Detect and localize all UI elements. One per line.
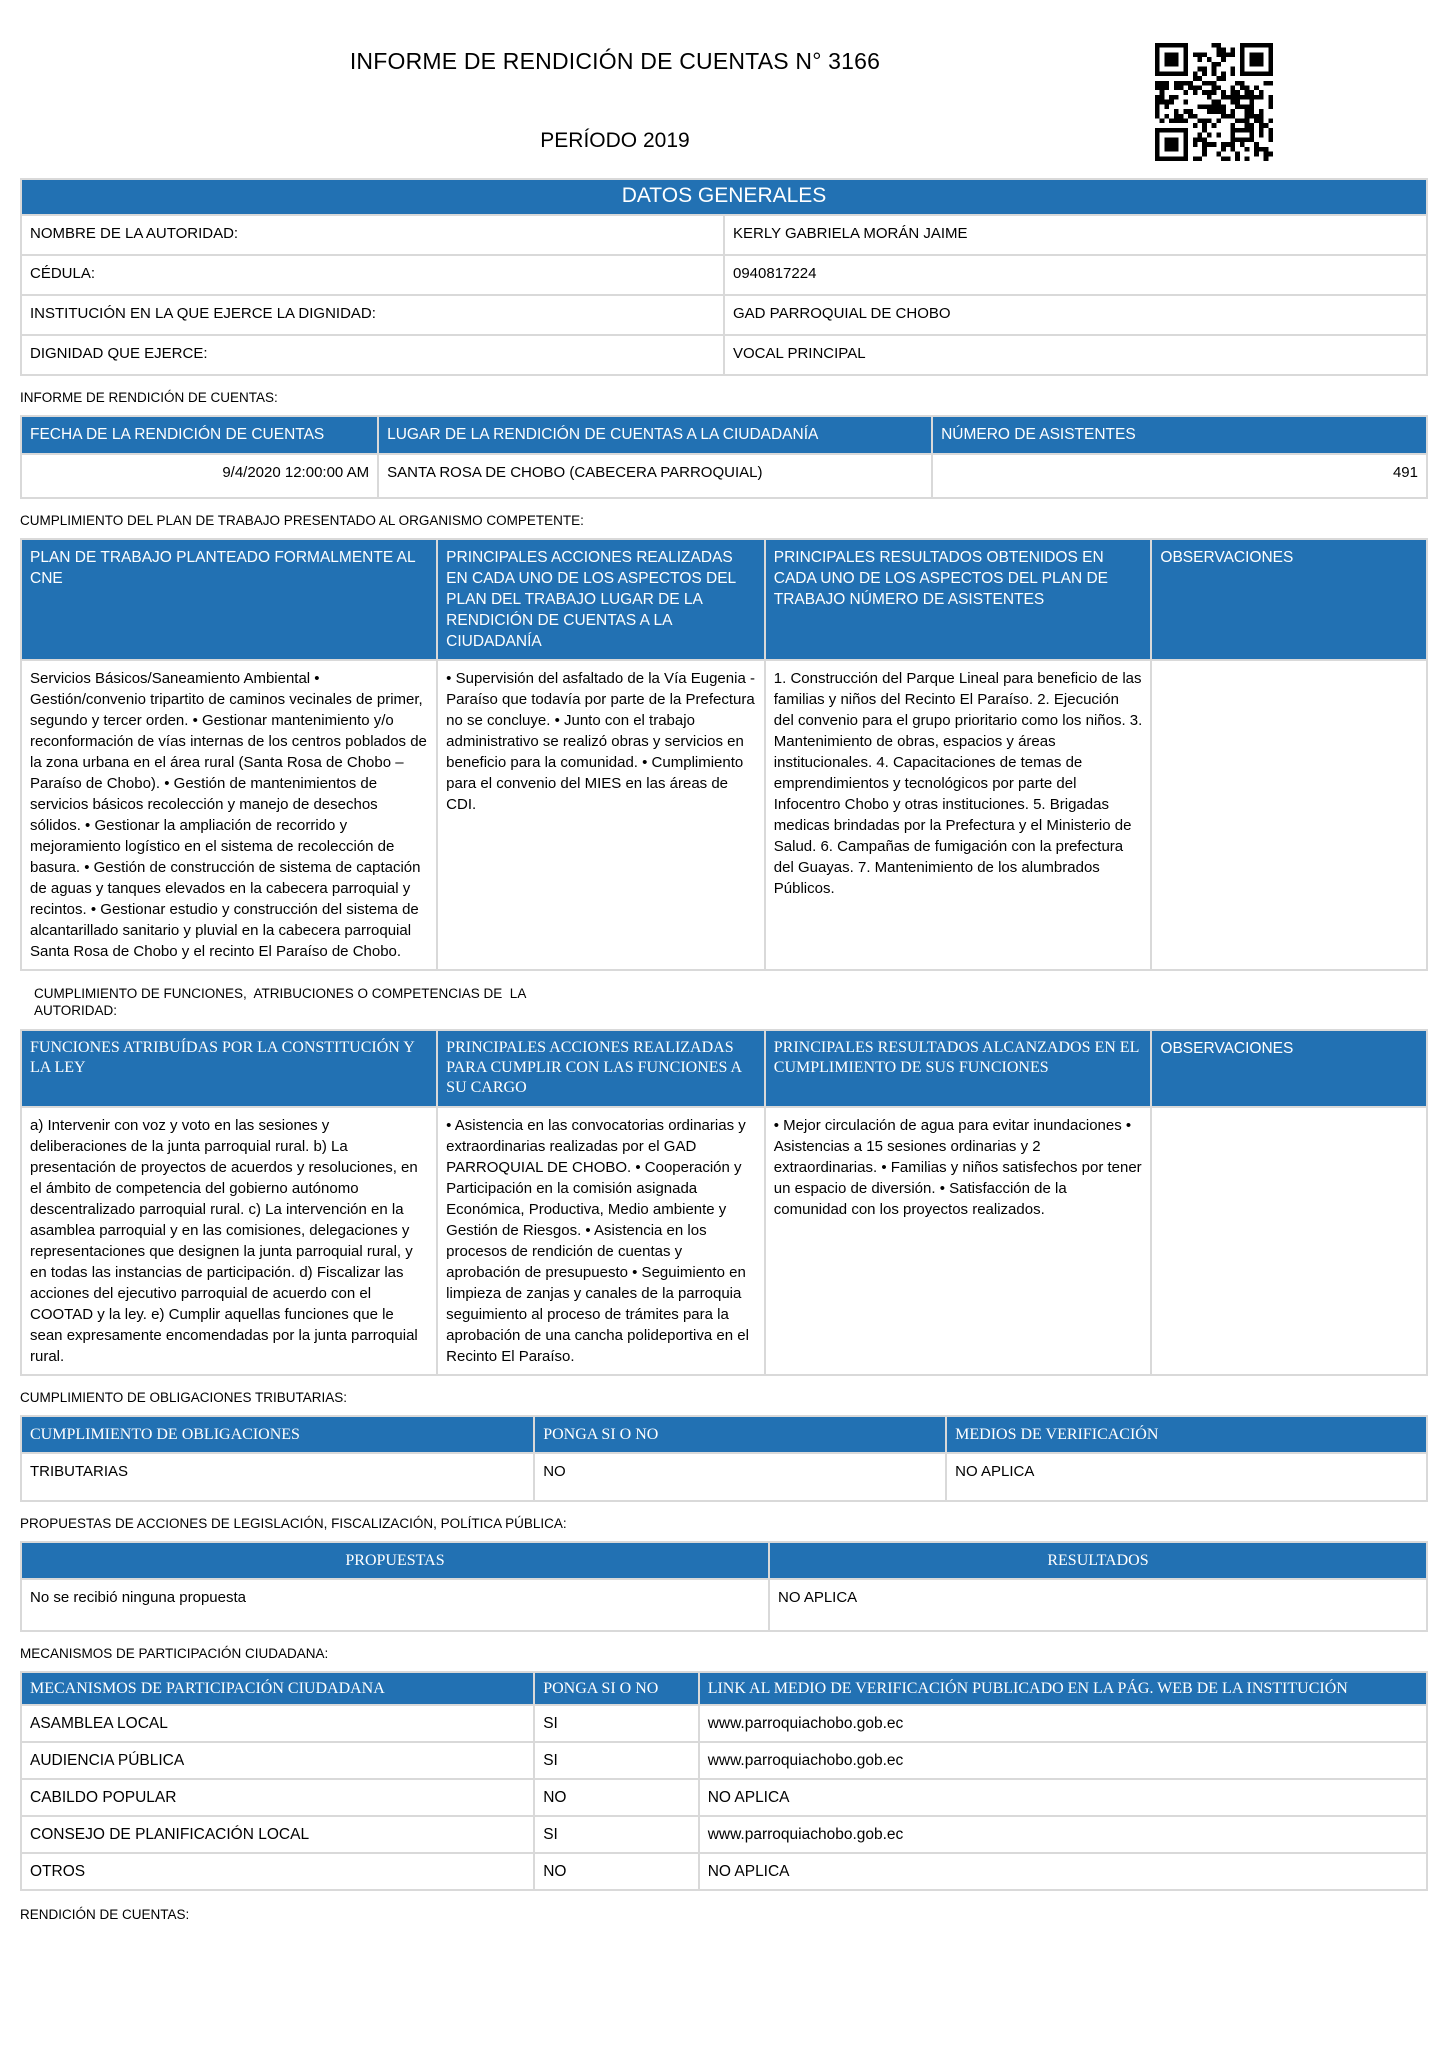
mecanismo-cell: CONSEJO DE PLANIFICACIÓN LOCAL (21, 1816, 534, 1853)
section-label-informe: INFORME DE RENDICIÓN DE CUENTAS: (20, 390, 278, 405)
mecanismo-cell: ASAMBLEA LOCAL (21, 1705, 534, 1742)
table-row (21, 1853, 1427, 1890)
column-header: PRINCIPALES ACCIONES REALIZADAS PARA CUMPLIR CON LAS FUNCIONES A SU CARGO (437, 1030, 765, 1107)
valor-cell: SI (534, 1816, 699, 1853)
field-label: INSTITUCIÓN EN LA QUE EJERCE LA DIGNIDAD: (21, 295, 724, 335)
table-row (21, 1816, 1427, 1853)
propuestas-table (20, 1541, 1428, 1632)
section-label-rendicion: RENDICIÓN DE CUENTAS: (20, 1907, 190, 1922)
valor-cell: SI (534, 1705, 699, 1742)
field-value: KERLY GABRIELA MORÁN JAIME (724, 215, 1427, 255)
funciones-cell: a) Intervenir con voz y voto en las sesiones y deliberaciones de la junta parroquial rural. b) La presentación de proyectos de acuerdos y resoluciones, en el ámbito de competencia del gobierno autónomo descentralizado parroquial rural. c) La intervención en la asamblea parroquial y en las comisiones, delegaciones y representaciones que designen la junta parroquial rural, y en todas las instancias de participación. d) Fiscalizar las acciones del ejecutivo parroquial de acuerdo con el COOTAD y la ley. e) Cumplir aquellas funciones que le sean expresamente encomendadas por la junta parroquial rural. (21, 1107, 437, 1375)
datos-generales-title: DATOS GENERALES (21, 179, 1427, 215)
field-value: 0940817224 (724, 255, 1427, 295)
datos-generales-table (20, 178, 1428, 376)
mecanismo-cell: OTROS (21, 1853, 534, 1890)
table-row (21, 1579, 1427, 1631)
section-label-mecanismos: MECANISMOS DE PARTICIPACIÓN CIUDADANA: (20, 1646, 329, 1661)
page-title: INFORME DE RENDICIÓN DE CUENTAS N° 3166 (349, 48, 881, 74)
column-header: FECHA DE LA RENDICIÓN DE CUENTAS (21, 416, 378, 454)
informe-table (20, 415, 1428, 499)
obligaciones-table (20, 1415, 1428, 1502)
link-cell: NO APLICA (699, 1853, 1427, 1890)
column-header: PLAN DE TRABAJO PLANTEADO FORMALMENTE AL CNE (21, 539, 437, 660)
column-header: PONGA SI O NO (534, 1416, 946, 1453)
column-header: PRINCIPALES RESULTADOS ALCANZADOS EN EL CUMPLIMIENTO DE SUS FUNCIONES (765, 1030, 1152, 1107)
mecanismo-cell: CABILDO POPULAR (21, 1779, 534, 1816)
section-label-propuestas: PROPUESTAS DE ACCIONES DE LEGISLACIÓN, FISCALIZACIÓN, POLÍTICA PÚBLICA: (20, 1516, 567, 1531)
section-label-plan: CUMPLIMIENTO DEL PLAN DE TRABAJO PRESENTADO AL ORGANISMO COMPETENTE: (20, 513, 584, 528)
observaciones-cell (1151, 660, 1427, 970)
report-period: PERÍODO 2019 (540, 129, 690, 152)
medios-cell: NO APLICA (946, 1453, 1427, 1501)
column-header: PROPUESTAS (21, 1542, 769, 1579)
funciones-table (20, 1029, 1428, 1376)
column-header: CUMPLIMIENTO DE OBLIGACIONES (21, 1416, 534, 1453)
column-header: PRINCIPALES ACCIONES REALIZADAS EN CADA UNO DE LOS ASPECTOS DEL PLAN DEL TRABAJO LUGAR DE LA RENDICIÓN DE CUENTAS A LA CIUDADANÍA (437, 539, 765, 660)
observaciones-cell (1151, 1107, 1427, 1375)
acciones-cell: • Asistencia en las convocatorias ordinarias y extraordinarias realizadas por el GAD PARROQUIAL DE CHOBO. • Cooperación y Participación en la comisión asignada Económica, Productiva, Medio ambiente y Gestión de Riesgos. • Asistencia en los procesos de rendición de cuentas y aprobación de presupuesto • Seguimiento en limpieza de zanjas y canales de la parroquia seguimiento al proceso de trámites para la aprobación de una cancha polideportiva en el Recinto El Paraíso. (437, 1107, 765, 1375)
propuesta-cell: No se recibió ninguna propuesta (21, 1579, 769, 1631)
column-header: PRINCIPALES RESULTADOS OBTENIDOS EN CADA UNO DE LOS ASPECTOS DEL PLAN DE TRABAJO NÚMERO DE ASISTENTES (765, 539, 1152, 660)
column-header: MECANISMOS DE PARTICIPACIÓN CIUDADANA (21, 1672, 534, 1705)
column-header: PONGA SI O NO (534, 1672, 699, 1705)
section-label-obligaciones: CUMPLIMIENTO DE OBLIGACIONES TRIBUTARIAS: (20, 1390, 348, 1405)
table-row (21, 1779, 1427, 1816)
tipo-cell: TRIBUTARIAS (21, 1453, 534, 1501)
link-cell: NO APLICA (699, 1779, 1427, 1816)
document-header (20, 0, 1428, 161)
table-row (21, 215, 1427, 255)
column-header: NÚMERO DE ASISTENTES (932, 416, 1427, 454)
table-row (21, 335, 1427, 375)
table-row (21, 1742, 1427, 1779)
fecha-value: 9/4/2020 12:00:00 AM (21, 454, 378, 498)
table-row (21, 295, 1427, 335)
column-header: FUNCIONES ATRIBUÍDAS POR LA CONSTITUCIÓN Y LA LEY (21, 1030, 437, 1107)
link-cell: www.parroquiachobo.gob.ec (699, 1816, 1427, 1853)
link-cell: www.parroquiachobo.gob.ec (699, 1705, 1427, 1742)
resultados-cell: 1. Construcción del Parque Lineal para beneficio de las familias y niños del Recinto El Paraíso. 2. Ejecución del convenio para el grupo prioritario como los niños. 3. Mantenimiento de obras, espacios y áreas institucionales. 4. Capacitaciones de temas de emprendimientos y tecnológicos por parte del Infocentro Chobo y otras instituciones. 5. Brigadas medicas brindadas por la Prefectura y el Ministerio de Salud. 6. Campañas de fumigación con la prefectura del Guayas. 7. Mantenimiento de los alumbrados Públicos. (765, 660, 1152, 970)
column-header: RESULTADOS (769, 1542, 1427, 1579)
section-label-funciones: CUMPLIMIENTO DE FUNCIONES, ATRIBUCIONES O COMPETENCIAS DE LA AUTORIDAD: (34, 986, 527, 1018)
asistentes-value: 491 (932, 454, 1427, 498)
plan-trabajo-table (20, 538, 1428, 971)
table-row (21, 660, 1427, 970)
qr-code-icon (1155, 43, 1273, 161)
valor-cell: NO (534, 1853, 699, 1890)
valor-cell: NO (534, 1779, 699, 1816)
acciones-cell: • Supervisión del asfaltado de la Vía Eugenia - Paraíso que todavía por parte de la Prefectura no se concluye. • Junto con el trabajo administrativo se realizó obras y servicios en beneficio para la comunidad. • Cumplimiento para el convenio del MIES en las áreas de CDI. (437, 660, 765, 970)
column-header: OBSERVACIONES (1151, 1030, 1427, 1107)
field-value: GAD PARROQUIAL DE CHOBO (724, 295, 1427, 335)
table-row (21, 1107, 1427, 1375)
field-value: VOCAL PRINCIPAL (724, 335, 1427, 375)
plan-cell: Servicios Básicos/Saneamiento Ambiental • Gestión/convenio tripartito de caminos vecinales de primer, segundo y tercer orden. • Gestionar mantenimiento y/o reconformación de vías internas de los centros poblados de la zona urbana en el área rural (Santa Rosa de Chobo – Paraíso de Chobo). • Gestión de mantenimientos de servicios básicos recolección y manejo de desechos sólidos. • Gestionar la ampliación de recorrido y mejoramiento logístico en el sistema de recolección de basura. • Gestión de construcción de sistema de captación de aguas y tanques elevados en la cabecera parroquial y recintos. • Gestionar estudio y construcción del sistema de alcantarillado sanitario y pluvial en la cabecera parroquial Santa Rosa de Chobo y el recinto El Paraíso de Chobo. (21, 660, 437, 970)
lugar-value: SANTA ROSA DE CHOBO (CABECERA PARROQUIAL) (378, 454, 932, 498)
table-row (21, 1453, 1427, 1501)
column-header: LUGAR DE LA RENDICIÓN DE CUENTAS A LA CIUDADANÍA (378, 416, 932, 454)
table-row (21, 255, 1427, 295)
title-block (20, 0, 1210, 153)
valor-cell: SI (534, 1742, 699, 1779)
mecanismo-cell: AUDIENCIA PÚBLICA (21, 1742, 534, 1779)
field-label: NOMBRE DE LA AUTORIDAD: (21, 215, 724, 255)
resultado-cell: NO APLICA (769, 1579, 1427, 1631)
field-label: CÉDULA: (21, 255, 724, 295)
column-header: MEDIOS DE VERIFICACIÓN (946, 1416, 1427, 1453)
link-cell: www.parroquiachobo.gob.ec (699, 1742, 1427, 1779)
field-label: DIGNIDAD QUE EJERCE: (21, 335, 724, 375)
table-row (21, 1705, 1427, 1742)
column-header: LINK AL MEDIO DE VERIFICACIÓN PUBLICADO EN LA PÁG. WEB DE LA INSTITUCIÓN (699, 1672, 1427, 1705)
mecanismos-table (20, 1671, 1428, 1891)
resultados-cell: • Mejor circulación de agua para evitar inundaciones • Asistencias a 15 sesiones ordinarias y 2 extraordinarias. • Familias y niños satisfechos por tener un espacio de diversión. • Satisfacción de la comunidad con los proyectos realizados. (765, 1107, 1152, 1375)
valor-cell: NO (534, 1453, 946, 1501)
column-header: OBSERVACIONES (1151, 539, 1427, 660)
table-row (21, 454, 1427, 498)
